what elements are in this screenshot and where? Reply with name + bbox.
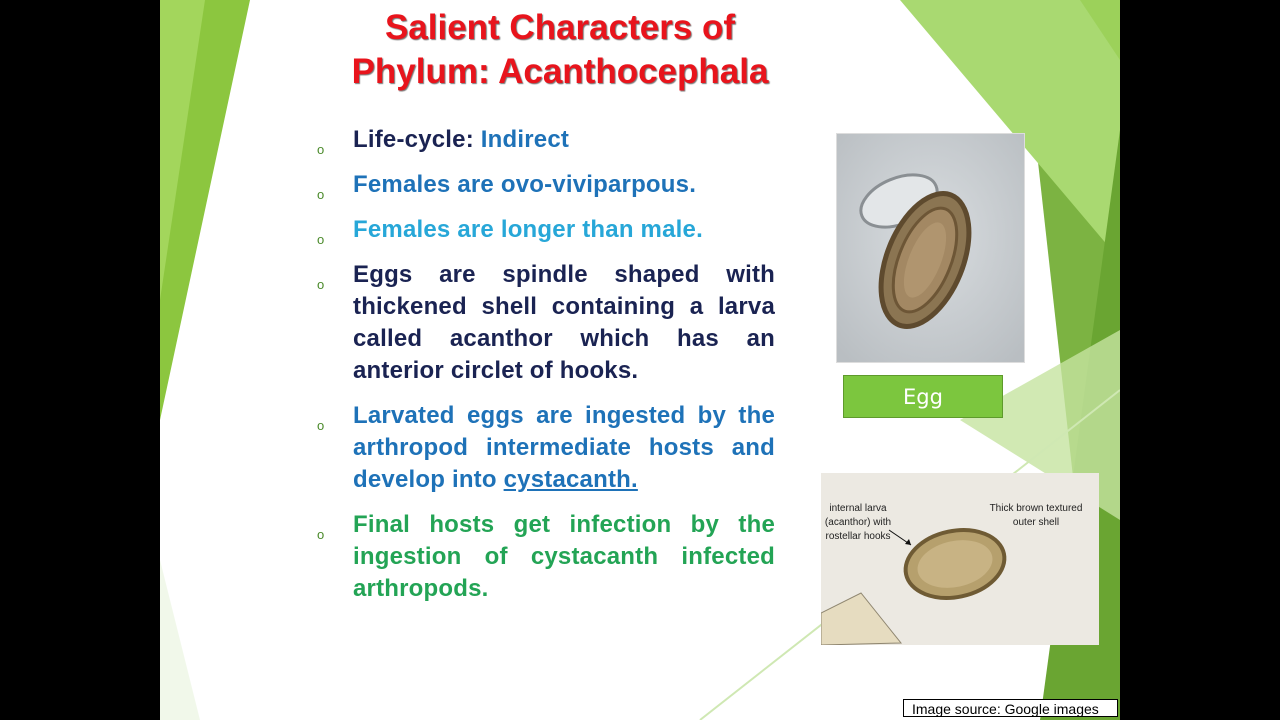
outer-shell-label: Thick brown textured outer shell [989,503,1083,528]
acanthor-diagram [821,473,1099,645]
bullet-marker-icon: o [317,277,325,292]
bullet-marker-icon: o [317,418,325,433]
image-source-caption: Image source: Google images [903,699,1118,717]
title-line-1: Salient Characters of [384,8,736,47]
bullet-marker-icon: o [317,187,325,202]
bullet-eggs-shape [315,259,775,387]
life-cycle-label: Life-cycle: [353,126,481,153]
bullet-larvated-eggs [315,400,775,496]
bullet-text: Females are longer than male. [353,216,703,243]
bullet-text: Final hosts get infection by the ingestion of cystacanth infected arthropods. [353,511,775,602]
bullet-marker-icon: o [317,232,325,247]
slide [160,0,1120,720]
bullet-final-hosts [315,509,775,605]
slide-title [290,6,830,94]
life-cycle-value: Indirect [480,126,570,153]
bullet-text: Larvated eggs are ingested by the arthropod intermediate hosts and develop into [353,402,775,493]
bullet-marker-icon: o [317,527,325,542]
internal-larva-label: internal larva (acanthor) with rostellar hooks [824,503,892,542]
bullet-list [315,124,775,618]
bullet-females-ovoviviparous [315,169,775,201]
cystacanth-link[interactable]: cystacanth. [503,466,638,493]
bullet-marker-icon: o [317,142,325,157]
acanthor-diagram-image [821,473,1099,645]
bullet-text: Eggs are spindle shaped with thickened shell containing a larva called acanthor which has an anterior circlet of hooks. [353,261,775,384]
bullet-females-longer [315,214,775,246]
title-line-2: Phylum: Acanthocephala [351,52,769,91]
bullet-text: Females are ovo-viviparpous. [353,171,697,198]
egg-photo [836,133,1025,363]
bullet-life-cycle [315,124,775,156]
egg-label: Egg [843,375,1003,418]
